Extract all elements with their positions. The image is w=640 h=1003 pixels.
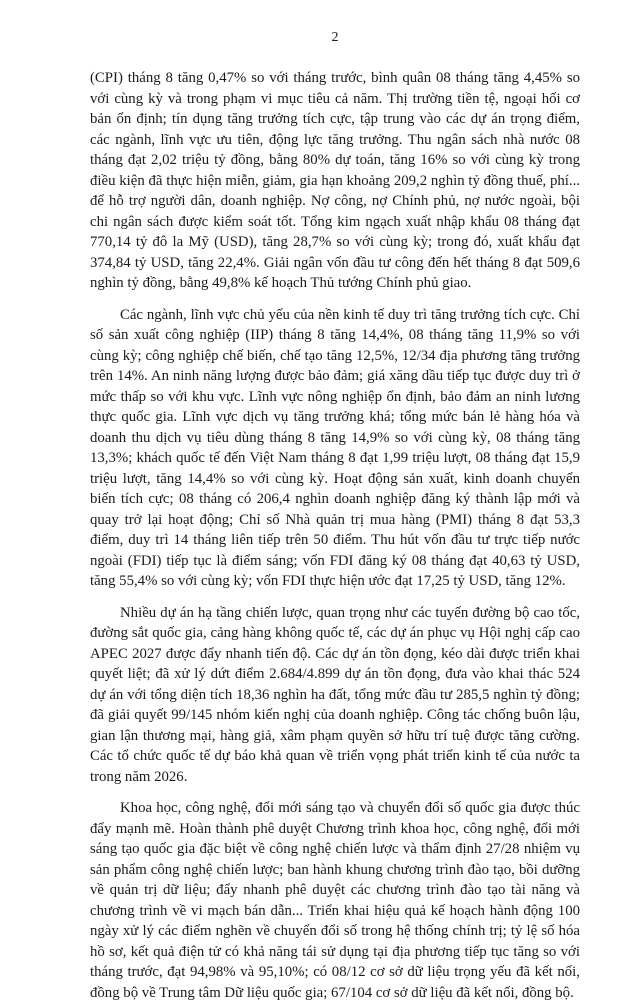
paragraph-sector-growth: Các ngành, lĩnh vực chủ yếu của nền kinh tế duy trì tăng trưởng tích cực. Chỉ số sản xuất công nghiệp (IIP) tháng 8 tăng 14,4%, 08 tháng tăng 11,9% so với cùng kỳ; công nghiệp chế biến, chế tạo tăng 12,5%, 12/34 địa phương tăng trưởng trên 14%. An ninh năng lượng được bảo đảm; giá xăng dầu tiếp tục được duy trì ở mức thấp so với khu vực. Lĩnh vực nông nghiệp ổn định, bảo đảm an ninh lương thực quốc gia. Lĩnh vực dịch vụ tăng trưởng khá; tổng mức bán lẻ hàng hóa và doanh thu dịch vụ tiêu dùng tháng 8 tăng 14,9% so với cùng kỳ, 08 tháng tăng 13,3%; khách quốc tế đến Việt Nam tháng 8 đạt 1,99 triệu lượt, 08 tháng đạt 15,9 triệu lượt, tăng 14,4% so với cùng kỳ. Hoạt động sản xuất, kinh doanh chuyển biến tích cực; 08 tháng có 206,4 nghìn doanh nghiệp đăng ký thành lập mới và quay trở lại hoạt động; Chỉ số Nhà quản trị mua hàng (PMI) tháng 8 đạt 53,3 điểm, duy trì 14 tháng liên tiếp trên 50 điểm. Thu hút vốn đầu tư trực tiếp nước ngoài (FDI) tiếp tục là điểm sáng; vốn FDI đăng ký 08 tháng đạt 40,63 tỷ USD, tăng 55,4% so với cùng kỳ; vốn FDI thực hiện ước đạt 17,25 tỷ USD, tăng 12%.: [90, 306, 580, 589]
paragraph-infrastructure-projects: Nhiều dự án hạ tầng chiến lược, quan trọng như các tuyến đường bộ cao tốc, đường sắt quốc gia, cảng hàng không quốc tế, các dự án phục vụ Hội nghị cấp cao APEC 2027 được đẩy nhanh tiến độ. Các dự án tồn đọng, kéo dài được triển khai quyết liệt; đã xử lý dứt điểm 2.684/4.899 dự án tồn đọng, đưa vào khai thác 524 dự án với tổng diện tích 18,36 nghìn ha đất, tổng mức đầu tư 285,5 nghìn tỷ đồng; đã giải quyết 99/145 nhóm kiến nghị của doanh nghiệp. Công tác chống buôn lậu, gian lận thương mại, hàng giả, xâm phạm quyền sở hữu trí tuệ được tăng cường. Các tổ chức quốc tế dự báo khả quan về triển vọng phát triển kinh tế của nước ta trong năm 2026.: [90, 604, 580, 785]
paragraph-science-technology: Khoa học, công nghệ, đổi mới sáng tạo và chuyển đổi số quốc gia được thúc đẩy mạnh mẽ. Hoàn thành phê duyệt Chương trình khoa học, công nghệ, đổi mới sáng tạo quốc gia đặc biệt về công nghệ chiến lược và thẩm định 27/28 nhiệm vụ sản phẩm công nghệ chiến lược; ban hành khung chương trình đào tạo, bồi dưỡng về quản trị dữ liệu; đẩy nhanh phê duyệt các chương trình đào tạo tài năng và chương trình về vi mạch bán dẫn... Triển khai hiệu quả kế hoạch hành động 100 ngày xử lý các điểm nghẽn về chuyển đổi số trong hệ thống chính trị; tỷ lệ số hóa hồ sơ, kết quả điện tử có khả năng tái sử dụng tại địa phương tiếp tục tăng so với tháng trước, đạt 94,98% và 95,10%; có 08/12 cơ sở dữ liệu trọng yếu đã kết nối, đồng bộ về Trung tâm Dữ liệu quốc gia; 67/104 cơ sở dữ liệu đã kết nối, đồng bộ.: [90, 800, 580, 1001]
paragraph-economic-indicators: (CPI) tháng 8 tăng 0,47% so với tháng trước, bình quân 08 tháng tăng 4,45% so với cùng kỳ và trong phạm vi mục tiêu cả năm. Thị trường tiền tệ, ngoại hối cơ bản ổn định; tín dụng tăng trưởng tích cực, tập trung vào các dự án trọng điểm, các ngành, lĩnh vực ưu tiên, động lực tăng trưởng. Thu ngân sách nhà nước 08 tháng đạt 2,02 triệu tỷ đồng, bằng 80% dự toán, tăng 16% so với cùng kỳ trong điều kiện đã thực hiện miễn, giảm, gia hạn khoảng 209,2 nghìn tỷ đồng thuế, phí... để hỗ trợ người dân, doanh nghiệp. Nợ công, nợ Chính phủ, nợ nước ngoài, bội chi ngân sách được kiểm soát tốt. Tổng kim ngạch xuất nhập khẩu 08 tháng đạt 770,14 tỷ đô la Mỹ (USD), tăng 28,7% so với cùng kỳ; trong đó, xuất khẩu đạt 374,84 tỷ USD, tăng 22,4%. Giải ngân vốn đầu tư công đến hết tháng 8 đạt 509,6 nghìn tỷ đồng, bằng 49,8% kế hoạch Thủ tướng Chính phủ giao.: [90, 70, 580, 291]
page-number: 2: [331, 30, 339, 45]
